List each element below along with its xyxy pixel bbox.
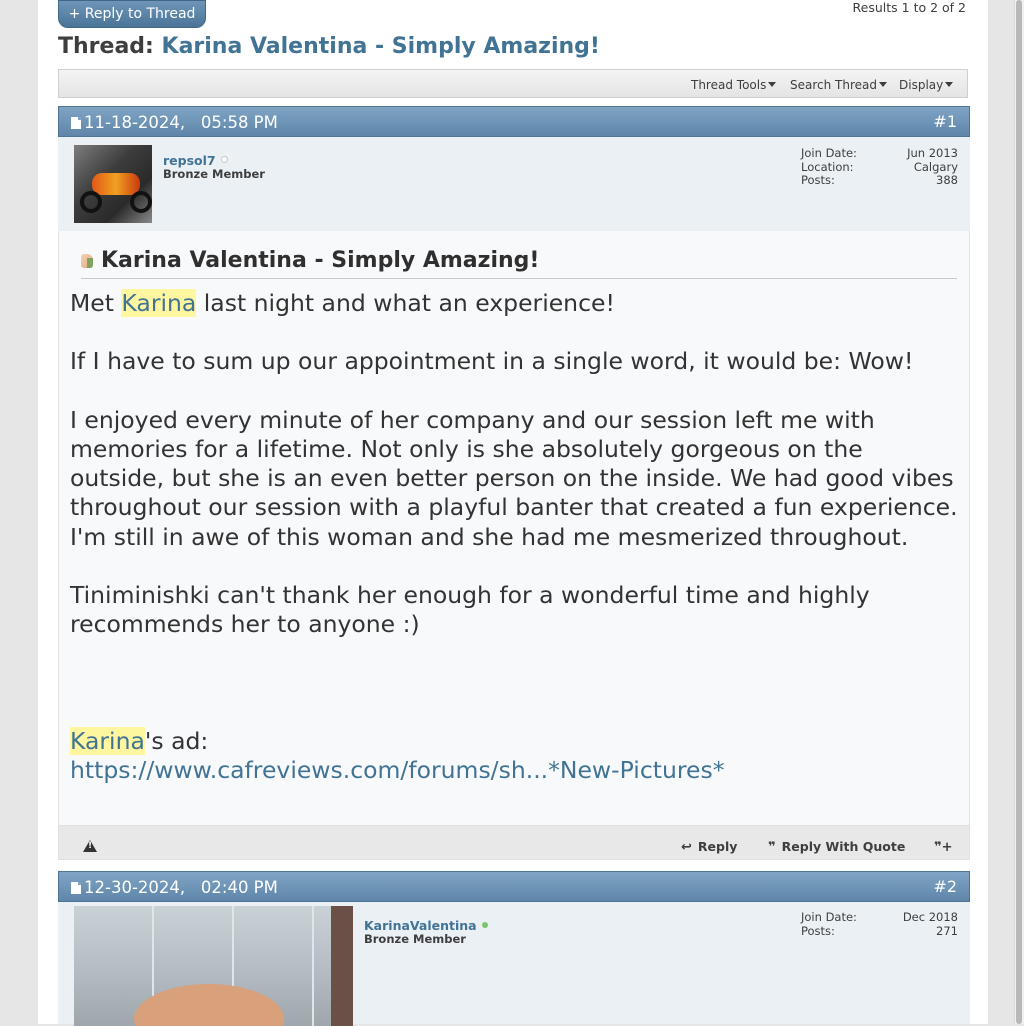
highlighted-term: Karina [70,727,145,756]
reply-arrow-icon: ↩ [681,840,692,855]
search-thread-menu[interactable] [790,78,887,92]
user-stats [801,911,958,938]
document-icon [71,882,81,894]
join-date-value: Dec 2018 [902,910,958,924]
avatar-image-wheel [130,191,152,213]
reply-button[interactable] [681,839,737,855]
post-actions-bar [58,825,970,860]
search-thread-label: Search Thread [790,78,877,92]
post-body [58,231,970,825]
post-time: 05:58 PM [200,113,278,132]
username-text: repsol7 [163,153,216,168]
reply-with-quote-button[interactable] [768,839,905,855]
document-icon [71,117,81,129]
location-value: Calgary [913,159,958,174]
avatar-image-bike [92,173,140,195]
reply-label: Reply [697,839,738,854]
page-title [58,34,600,59]
quote-bubble-icon: ❞ [768,840,776,855]
post-date [71,878,278,897]
scrollbar[interactable] [1014,0,1024,1024]
join-date-value: Jun 2013 [907,146,958,160]
avatar-image-wheel [80,191,102,213]
posts-label: Posts: [801,923,835,938]
message-text: 's ad: [144,727,209,756]
avatar-image-edge [331,906,353,1026]
thread-tools-menu[interactable] [691,78,776,92]
scrollbar-thumb[interactable] [1016,0,1022,1024]
multiquote-plus-icon: ❞+ [934,840,953,855]
join-date-label: Join Date: [801,910,857,924]
chevron-down-icon [879,82,887,87]
multiquote-button[interactable] [934,839,959,855]
post-icon [81,254,93,268]
results-count: Results 1 to 2 of 2 [852,0,966,15]
posts-value: 388 [936,173,958,187]
post-number-link[interactable]: #1 [933,112,957,131]
display-label: Display [899,78,944,92]
post-header [58,871,970,902]
user-stats [801,147,958,188]
message-text: If I have to sum up our appointment in a single word, it would be: Wow! [70,347,914,376]
posts-value: 271 [936,923,958,938]
location-label: Location: [801,159,854,174]
message-text: Tiniminishki can't thank her enough for a wonderful time and highly recommends her to anyone :) [70,581,878,639]
user-info-panel [58,137,970,231]
post-time: 02:40 PM [200,878,278,897]
reply-with-quote-label: Reply With Quote [781,839,906,854]
username-link[interactable] [163,153,228,168]
username-link[interactable] [364,918,488,933]
avatar[interactable] [74,145,152,223]
thread-tools-label: Thread Tools [691,78,767,92]
message-text: last night and what an experience! [196,289,615,317]
offline-status-icon [221,156,228,163]
post-title [81,248,957,279]
post-date-value: 11-18-2024, [84,113,186,132]
display-menu[interactable] [899,78,953,92]
post-date [71,113,278,132]
posts-label: Posts: [801,173,835,187]
post-title-text: Karina Valentina - Simply Amazing! [101,248,540,273]
user-rank: Bronze Member [364,932,466,946]
chevron-down-icon [945,82,953,87]
reply-to-thread-button[interactable]: + Reply to Thread [58,0,206,28]
message-text: I enjoyed every minute of her company and our session left me with memories for a lifetime. Not only is she absolutely gorgeous on the outside, but she is an even better person on the inside. We had good vibes throughout our session with a playful banter that created a fun experience. I'm still in awe of this woman and she had me mesmerized throughout. [70,405,966,551]
online-status-icon [482,922,488,928]
user-info-panel [58,902,970,1024]
message-text: Met [70,289,122,317]
ad-link[interactable]: https://www.cafreviews.com/forums/sh...*New-Pictures* [70,756,725,785]
post-message [70,289,966,785]
post-number-link[interactable]: #2 [933,877,957,896]
post-date-value: 12-30-2024, [84,878,186,897]
chevron-down-icon [768,82,776,87]
post-header [58,106,970,137]
warning-icon[interactable] [83,840,97,852]
thread-toolbar [58,69,968,98]
join-date-label: Join Date: [801,146,857,160]
highlighted-term: Karina [121,289,197,317]
user-rank: Bronze Member [163,167,265,181]
thread-label: Thread: [58,34,154,59]
username-text: KarinaValentina [364,918,477,933]
thread-title-link[interactable]: Karina Valentina - Simply Amazing! [161,34,600,59]
avatar[interactable] [74,906,353,1026]
